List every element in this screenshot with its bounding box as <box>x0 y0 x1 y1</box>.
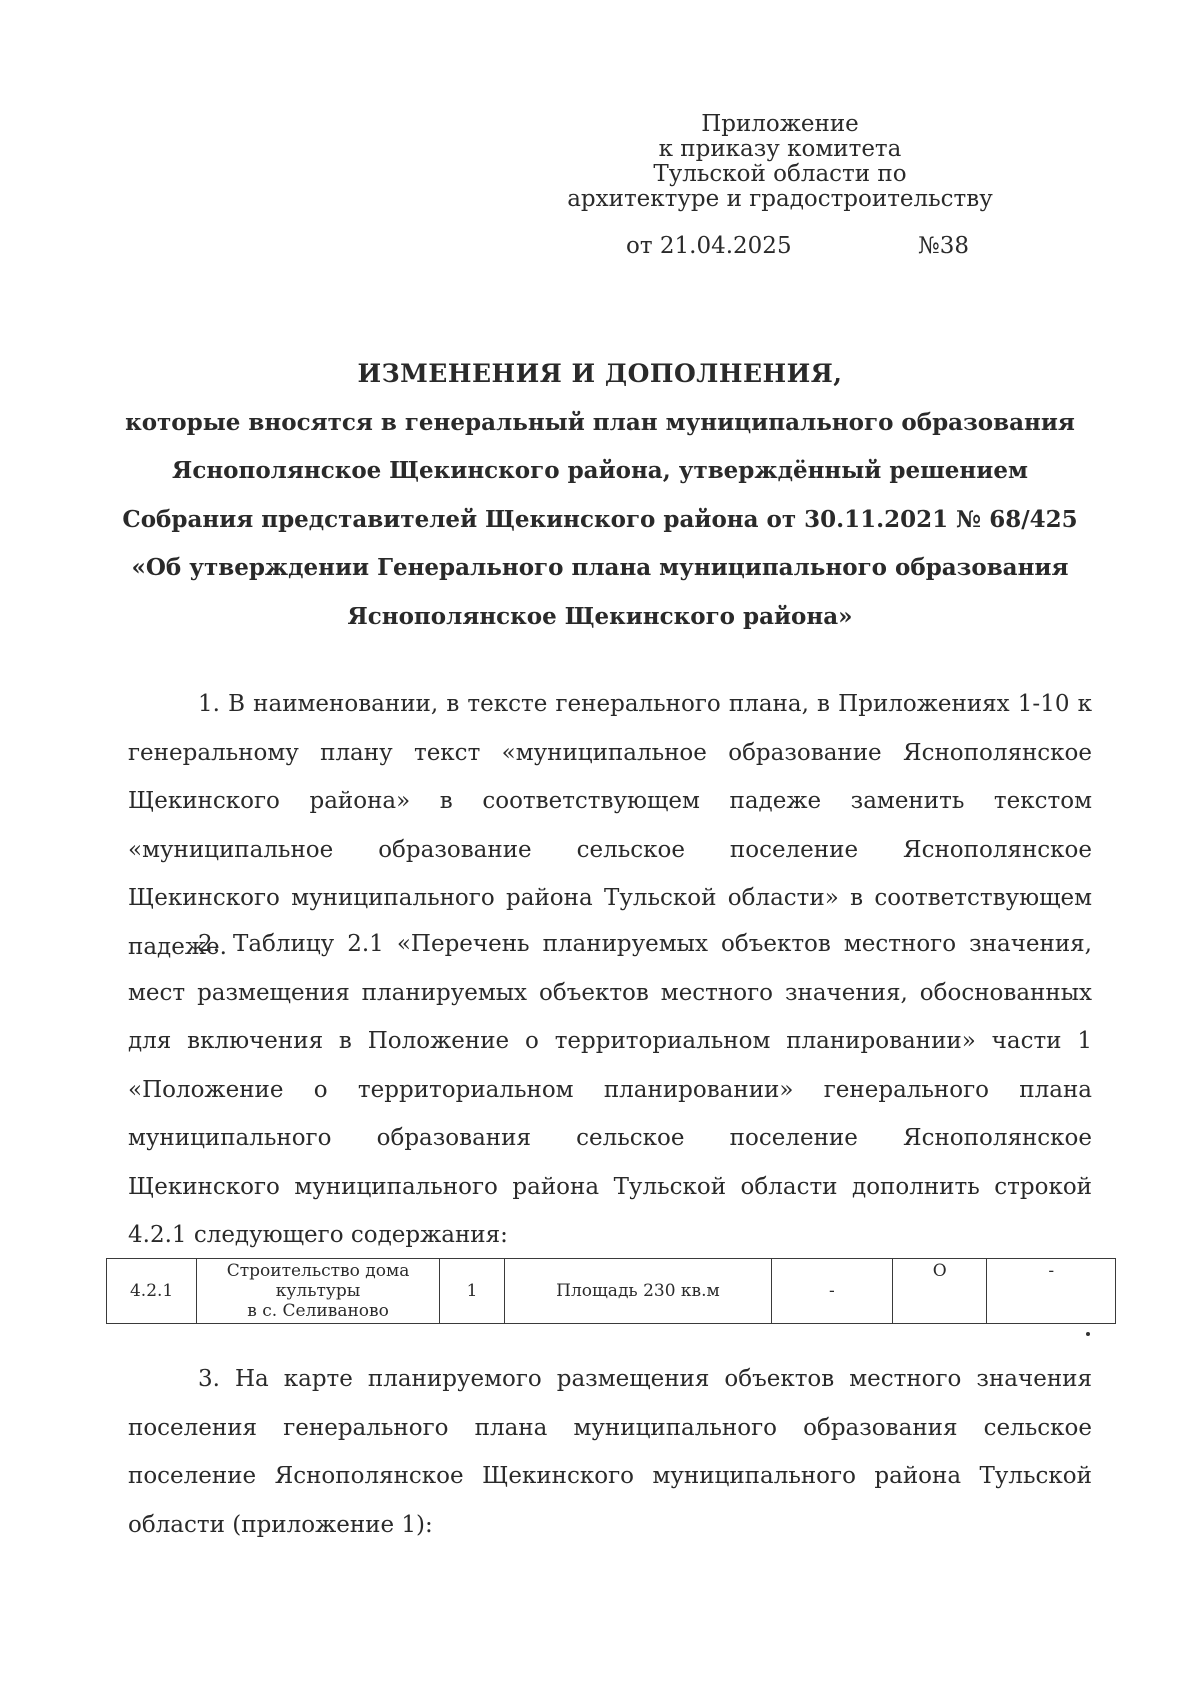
appendix-line: к приказу комитета <box>658 136 902 162</box>
appendix-line: архитектуре и градостроительству <box>567 186 993 212</box>
cell-col6: О <box>893 1259 987 1324</box>
paragraph-2: 2. Таблицу 2.1 «Перечень планируемых объектов местного значения, мест размещения планируемых объектов местного значения, обоснованных для включения в Положение о территориальном планировании» части 1 «Положение о территориальном планировании» генерального плана муниципального образования сельское поселение Яснополянское Щекинского муниципального района Тульской области дополнить строкой 4.2.1 следующего содержания: <box>128 931 1092 1248</box>
title-subtitle: которые вносятся в генеральный план муниципального образования Яснополянское Щекинского района, утверждённый решением Собрания представителей Щекинского района от 30.11.2021 № 68/425 «Об утверждении Генерального плана муниципального образования Яснополянское Щекинского района» <box>122 408 1078 630</box>
cell-name-line2: в с. Селиваново <box>247 1301 389 1321</box>
table-row <box>107 1259 1116 1324</box>
title-main: ИЗМЕНЕНИЯ И ДОПОЛНЕНИЯ, <box>357 359 843 388</box>
cell-col5: - <box>771 1259 892 1324</box>
cell-name <box>197 1259 440 1324</box>
cell-name-line1: Строительство дома культуры <box>226 1261 410 1301</box>
cell-number: 4.2.1 <box>107 1259 197 1324</box>
object-row-table <box>106 1258 1116 1324</box>
scan-dot <box>1086 1332 1090 1336</box>
appendix-line: Приложение <box>701 111 859 137</box>
cell-quantity: 1 <box>439 1259 504 1324</box>
order-date: от 21.04.2025 <box>626 233 792 259</box>
cell-col7: - <box>987 1259 1116 1324</box>
paragraph-1: 1. В наименовании, в тексте генерального плана, в Приложениях 1-10 к генеральному плану текст «муниципальное образование Яснополянское Щекинского района» в соответствующем падеже заменить текстом «муниципальное образование сельское поселение Яснополянское Щекинского муниципального района Тульской области» в соответствующем падеже. <box>128 691 1092 960</box>
cell-characteristic: Площадь 230 кв.м <box>505 1259 772 1324</box>
order-number: №38 <box>918 233 970 259</box>
paragraph-3: 3. На карте планируемого размещения объектов местного значения поселения генерального плана муниципального образования сельское поселение Яснополянское Щекинского муниципального района Тульской области (приложение 1): <box>128 1366 1092 1538</box>
document-title <box>110 350 1090 641</box>
appendix-line: Тульской области по <box>653 161 907 187</box>
appendix-header <box>560 112 1000 212</box>
